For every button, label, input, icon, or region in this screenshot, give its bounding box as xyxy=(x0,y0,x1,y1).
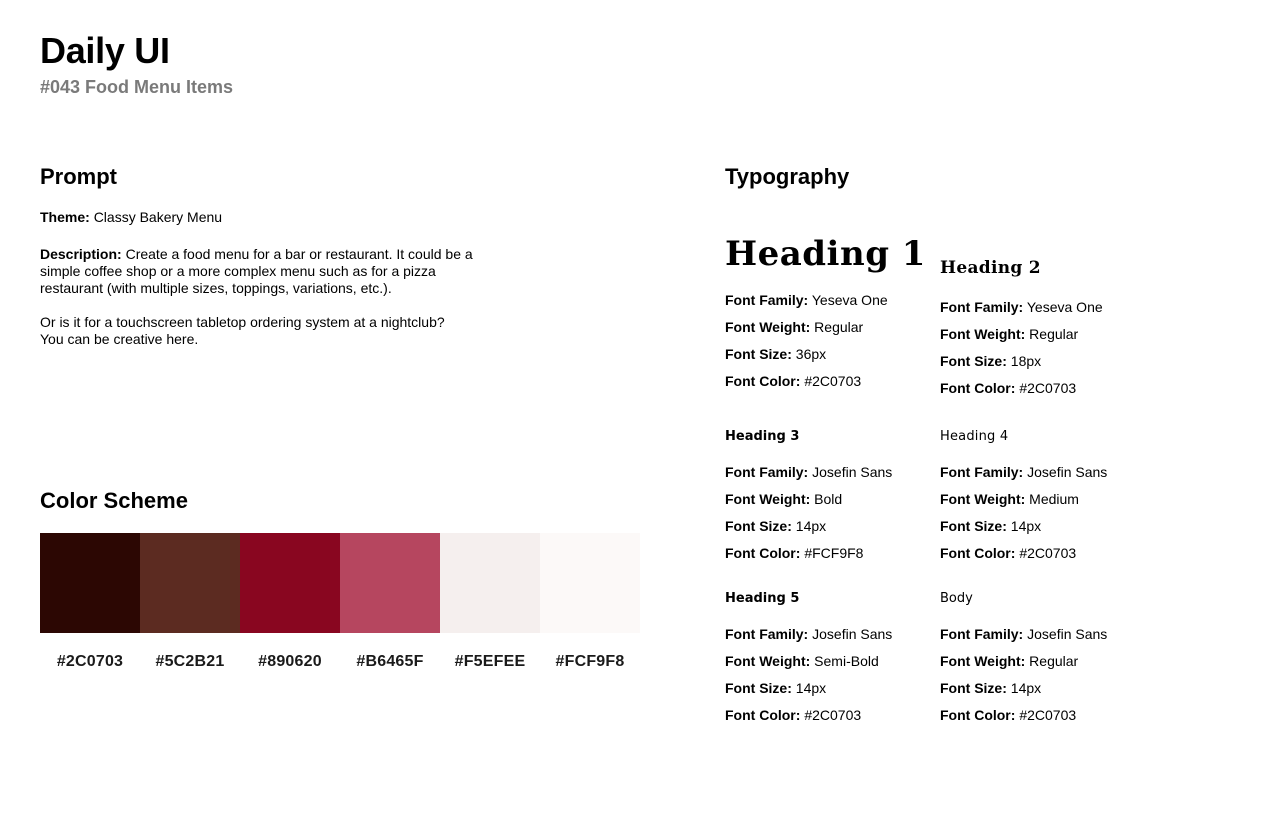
type-spec-heading-3 xyxy=(725,423,930,567)
font-family-row xyxy=(940,459,1140,486)
font-size-row xyxy=(940,513,1140,540)
font-size-row xyxy=(725,341,930,368)
swatch-hex: #5C2B21 xyxy=(155,653,225,670)
type-spec-heading-5 xyxy=(725,585,930,729)
swatch-hex: #2C0703 xyxy=(56,653,124,670)
description-line-3: restaurant (with multiple sizes, toppings, variations, etc.). xyxy=(40,280,392,296)
font-weight-label: Font Weight: xyxy=(940,653,1026,669)
extra-line-1: Or is it for a touchscreen tabletop ordering system at a nightclub? xyxy=(40,314,445,330)
font-size-label: Font Size: xyxy=(940,353,1007,369)
font-color-label: Font Color: xyxy=(725,373,801,389)
prompt-heading: Prompt xyxy=(40,164,117,189)
font-color-value: #2C0703 xyxy=(804,373,862,389)
font-weight-value: Medium xyxy=(1029,491,1079,507)
font-family-value: Josefin Sans xyxy=(812,464,893,480)
swatch-chip xyxy=(340,533,440,633)
font-size-label: Font Size: xyxy=(940,518,1007,534)
body-sample: Body xyxy=(940,591,973,606)
font-size-value: 14px xyxy=(795,680,827,696)
heading-2-sample: Heading 2 xyxy=(940,258,1041,278)
extra-paragraph xyxy=(40,314,520,348)
swatch-chip xyxy=(140,533,240,633)
color-swatch xyxy=(540,533,640,671)
color-swatch xyxy=(440,533,540,671)
font-color-row xyxy=(940,540,1140,567)
font-family-value: Yeseva One xyxy=(811,292,888,308)
color-swatches xyxy=(40,533,640,671)
font-color-label: Font Color: xyxy=(940,380,1016,396)
font-color-label: Font Color: xyxy=(940,545,1016,561)
font-color-value: #2C0703 xyxy=(1019,707,1077,723)
font-color-value: #2C0703 xyxy=(1019,380,1077,396)
page-subtitle: #043 Food Menu Items xyxy=(40,77,234,97)
swatch-hex: #890620 xyxy=(258,653,322,670)
font-weight-row xyxy=(940,486,1140,513)
type-spec-heading-2 xyxy=(940,255,1140,402)
font-color-label: Font Color: xyxy=(725,545,801,561)
font-family-row xyxy=(940,294,1140,321)
font-size-label: Font Size: xyxy=(725,346,792,362)
font-family-row xyxy=(725,459,930,486)
swatch-hex: #B6465F xyxy=(356,653,424,670)
font-weight-label: Font Weight: xyxy=(725,319,811,335)
font-color-row xyxy=(725,702,930,729)
font-size-label: Font Size: xyxy=(940,680,1007,696)
font-size-label: Font Size: xyxy=(725,518,792,534)
font-color-label: Font Color: xyxy=(940,707,1016,723)
font-weight-row xyxy=(940,648,1140,675)
font-color-value: #FCF9F8 xyxy=(804,545,864,561)
font-size-row xyxy=(940,675,1140,702)
type-spec-heading-1 xyxy=(725,234,930,395)
swatch-chip xyxy=(240,533,340,633)
font-color-value: #2C0703 xyxy=(804,707,862,723)
color-swatch xyxy=(40,533,140,671)
font-size-value: 36px xyxy=(795,346,827,362)
font-family-label: Font Family: xyxy=(725,292,809,308)
font-color-label: Font Color: xyxy=(725,707,801,723)
font-weight-value: Regular xyxy=(1029,653,1079,669)
font-family-value: Josefin Sans xyxy=(1027,464,1108,480)
font-weight-row xyxy=(725,648,930,675)
description-paragraph xyxy=(40,246,520,297)
font-color-row xyxy=(940,702,1140,729)
font-size-value: 14px xyxy=(795,518,827,534)
theme-value: Classy Bakery Menu xyxy=(93,209,223,225)
font-family-row xyxy=(725,621,930,648)
typography-heading: Typography xyxy=(725,164,850,189)
heading-1-sample: Heading 1 xyxy=(725,234,926,274)
page-title: Daily UI xyxy=(40,30,170,71)
font-family-label: Font Family: xyxy=(725,464,809,480)
font-color-value: #2C0703 xyxy=(1019,545,1077,561)
type-spec-heading-4 xyxy=(940,423,1140,567)
swatch-chip xyxy=(440,533,540,633)
font-weight-label: Font Weight: xyxy=(940,326,1026,342)
font-weight-value: Regular xyxy=(814,319,864,335)
theme-line xyxy=(40,209,520,226)
font-weight-row xyxy=(725,486,930,513)
font-family-label: Font Family: xyxy=(725,626,809,642)
font-family-label: Font Family: xyxy=(940,626,1024,642)
font-weight-label: Font Weight: xyxy=(940,491,1026,507)
heading-3-sample: Heading 3 xyxy=(725,429,800,444)
font-size-row xyxy=(940,348,1140,375)
font-weight-label: Font Weight: xyxy=(725,653,811,669)
font-size-row xyxy=(725,675,930,702)
font-color-row xyxy=(940,375,1140,402)
swatch-hex: #FCF9F8 xyxy=(555,653,625,670)
extra-line-2: You can be creative here. xyxy=(40,331,199,347)
font-size-value: 14px xyxy=(1010,680,1042,696)
font-weight-value: Semi-Bold xyxy=(814,653,879,669)
font-family-value: Josefin Sans xyxy=(812,626,893,642)
heading-4-sample: Heading 4 xyxy=(940,429,1009,444)
prompt-body xyxy=(40,209,520,348)
description-line-1: Create a food menu for a bar or restaurant. It could be a xyxy=(125,246,473,262)
description-label: Description: xyxy=(40,246,122,262)
font-size-value: 14px xyxy=(1010,518,1042,534)
heading-5-sample: Heading 5 xyxy=(725,591,800,606)
color-swatch xyxy=(340,533,440,671)
type-spec-body xyxy=(940,585,1140,729)
color-scheme-heading: Color Scheme xyxy=(40,488,188,513)
swatch-hex: #F5EFEE xyxy=(454,653,526,670)
font-weight-label: Font Weight: xyxy=(725,491,811,507)
font-weight-value: Bold xyxy=(814,491,843,507)
font-size-label: Font Size: xyxy=(725,680,792,696)
font-size-row xyxy=(725,513,930,540)
font-size-value: 18px xyxy=(1010,353,1042,369)
description-line-2: simple coffee shop or a more complex menu such as for a pizza xyxy=(40,263,436,279)
font-color-row xyxy=(725,368,930,395)
font-family-value: Josefin Sans xyxy=(1027,626,1108,642)
font-color-row xyxy=(725,540,930,567)
font-weight-row xyxy=(725,314,930,341)
font-family-value: Yeseva One xyxy=(1026,299,1103,315)
swatch-chip xyxy=(540,533,640,633)
font-family-label: Font Family: xyxy=(940,464,1024,480)
swatch-chip xyxy=(40,533,140,633)
font-family-row xyxy=(940,621,1140,648)
theme-label: Theme: xyxy=(40,209,90,225)
font-weight-row xyxy=(940,321,1140,348)
font-family-label: Font Family: xyxy=(940,299,1024,315)
font-weight-value: Regular xyxy=(1029,326,1079,342)
color-swatch xyxy=(240,533,340,671)
color-swatch xyxy=(140,533,240,671)
font-family-row xyxy=(725,287,930,314)
